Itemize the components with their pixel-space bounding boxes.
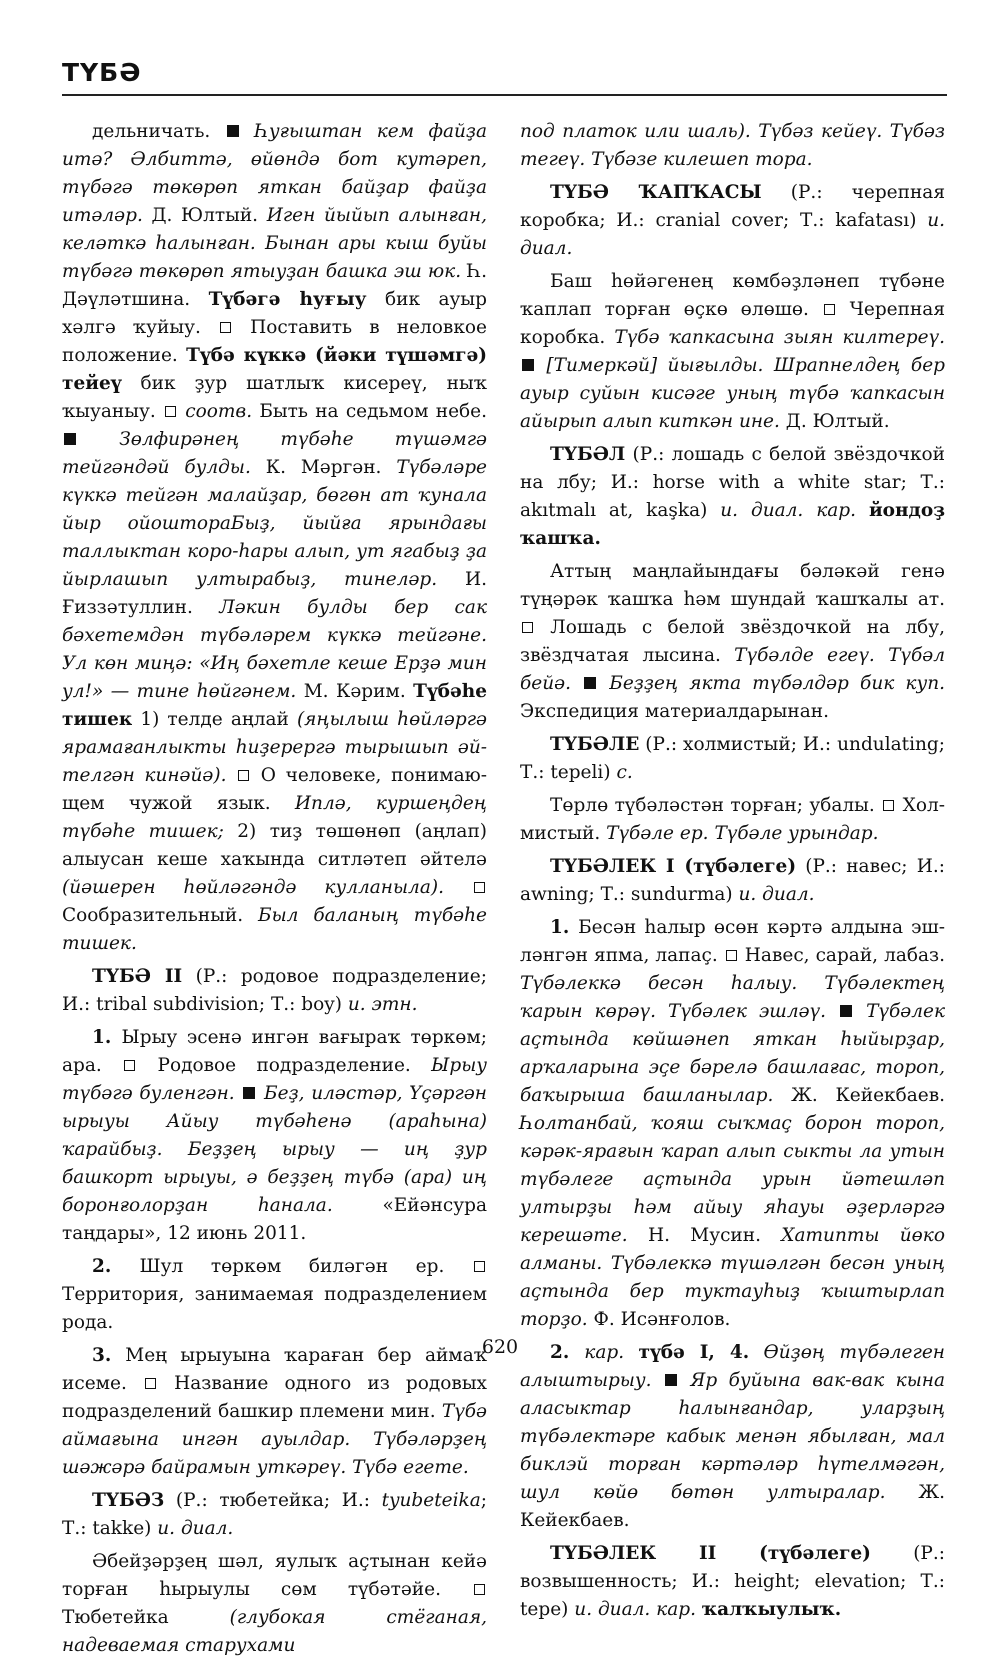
- text-run: Иген йыйып алынған, келәткә һалынған. Бынан ары кыш буйы түбәгә төкөрөп ятыуҙан башка эш юк.: [62, 205, 487, 282]
- text-run: (Р.: черепная коробка; И.: cranial cover; Т.: kafatası): [520, 182, 945, 231]
- text-run: Черепная коробка.: [520, 299, 945, 348]
- entry-paragraph: [520, 792, 945, 848]
- text-run: дельничать.: [92, 121, 225, 142]
- text-run: ТҮБӘЛЕ: [550, 734, 640, 755]
- entry-paragraph: [520, 558, 945, 726]
- text-run: под платок или шаль). Түбәз кейеү. Түбәз тегеү. Түбәзе килешеп тора.: [520, 121, 945, 170]
- text-run: соотв.: [185, 401, 253, 422]
- text-run: Навес, сарай, лабаз.: [738, 945, 945, 966]
- example-marker-icon: [227, 125, 239, 137]
- text-run: (Р.: возвышенность; И.: height; elevation; Т.: tepe): [520, 1543, 945, 1620]
- entry-paragraph: [520, 731, 945, 787]
- text-run: Түбә күккә (йәки түшәмгә) тейеү: [62, 345, 487, 394]
- translation-marker-icon: [474, 882, 485, 893]
- text-run: Тюбетейка: [62, 1607, 230, 1628]
- entry-paragraph: [520, 1339, 945, 1535]
- text-run: Зөлфирәнең түбәһе түшәмгә тейгәндәй булды.: [62, 429, 487, 478]
- entry-paragraph: [62, 963, 487, 1019]
- text-run: и. этн.: [347, 994, 418, 1015]
- text-run: 2) тиҙ төшөнөп (аңлап) алыусан кеше хаҡында ситләтеп әйтелә: [62, 821, 488, 870]
- text-run: Д. Юлтый.: [151, 205, 267, 226]
- entry-paragraph: [520, 118, 945, 174]
- text-run: Ырыу эсенә ингән вағыраҡ төркөм; ара.: [62, 1027, 487, 1076]
- entry-paragraph: [62, 1342, 487, 1482]
- text-run: Ф. Исәнғолов.: [593, 1309, 731, 1330]
- text-run: Бесән һалыр өсөн кәртә алдына эшләнгән япма, лапаҫ.: [520, 917, 945, 966]
- example-marker-icon: [64, 433, 76, 445]
- text-run: Мең ырыуына ҡараған бер аймаҡ исеме.: [62, 1345, 487, 1394]
- entry-paragraph: [520, 853, 945, 909]
- text-run: Өйҙөң түбәлеген алыштырыу.: [520, 1342, 945, 1391]
- text-run: Поставить в неловкое положение.: [62, 317, 487, 366]
- text-run: ТҮБӘЛ: [550, 444, 626, 465]
- right-column: [520, 118, 945, 1629]
- text-run: 2.: [92, 1256, 140, 1277]
- text-run: и. диал. кар.: [574, 1599, 696, 1620]
- text-run: М. Кәрим.: [303, 681, 414, 702]
- text-run: 1) телде аңлай: [132, 709, 297, 730]
- page-header: [62, 58, 947, 87]
- text-run: Ырыу түбәгә буленгән.: [62, 1055, 487, 1104]
- text-run: Территория, занимаемая подразделением рода.: [62, 1284, 487, 1333]
- text-run: [856, 500, 869, 521]
- text-run: tyubeteika: [381, 1490, 481, 1511]
- text-run: К. Мәргән.: [265, 457, 397, 478]
- text-run: Холмистый.: [520, 795, 945, 844]
- translation-marker-icon: [145, 1378, 156, 1389]
- running-head: ТҮБƏ: [62, 58, 142, 87]
- header-rule: [62, 94, 947, 96]
- translation-marker-icon: [474, 1584, 485, 1595]
- text-run: бик ауыр хәлгә ҡуйыу.: [62, 289, 487, 338]
- translation-marker-icon: [124, 1060, 135, 1071]
- text-run: (Р.: родовое подразделение; И.: tribal subdivision; Т.: boy): [62, 966, 487, 1015]
- text-run: 2.: [550, 1342, 585, 1363]
- translation-marker-icon: [165, 406, 176, 417]
- text-run: [226, 765, 236, 786]
- entry-paragraph: [520, 268, 945, 436]
- example-marker-icon: [840, 1005, 852, 1017]
- text-run: Ләкин булды бер сак бәхетемдән түбәләрем күккә тейгәне. Ул көн миңә: «Иң бәхетле кеше Ерҙә мин ул!» — тине һөйгәнем.: [62, 597, 487, 702]
- text-run: Ж. Кейекбаев.: [791, 1085, 945, 1106]
- entry-paragraph: [62, 1548, 487, 1660]
- text-run: И. Ғиззәтуллин.: [62, 569, 487, 618]
- text-run: (яңылыш һөйләргә ярамағанлыкты һиҙерергә тырышып әйтелгән кинәйә).: [62, 709, 487, 786]
- text-run: (Р.: холмистый; И.: undulating; Т.: tepeli): [520, 734, 945, 783]
- text-run: кар.: [584, 1342, 625, 1363]
- text-run: Түбәләре күккә тейгән малайҙар, бөгөн ат ҡунала йыр ойоштораБыҙ, йыйға ярындағы таллыктан коро-һары алып, ут ягабыҙ ҙа йырлашып ултырабыҙ, тинеләр.: [62, 457, 487, 590]
- text-run: Аттың маңлайындағы бәләкәй генә түңәрәк ҡашҡа һәм шундай ҡашҡалы ат.: [520, 561, 945, 610]
- translation-marker-icon: [474, 1261, 485, 1272]
- text-run: и. диал.: [157, 1518, 234, 1539]
- text-run: ; Т.: takke): [62, 1490, 487, 1539]
- translation-marker-icon: [238, 770, 249, 781]
- entry-paragraph: [62, 1024, 487, 1248]
- left-column: [62, 118, 487, 1665]
- text-run: Быть на седьмом небе.: [252, 401, 488, 422]
- text-run: Н. Мусин.: [647, 1225, 782, 1246]
- text-run: Түбәгә һуғыу: [208, 289, 367, 310]
- text-run: Түбәле ер. Түбәле урындар.: [606, 823, 879, 844]
- translation-marker-icon: [824, 304, 835, 315]
- entry-paragraph: [62, 1487, 487, 1543]
- text-run: Иплә, куршеңдең түбәһе тишек;: [62, 793, 487, 842]
- example-marker-icon: [665, 1374, 677, 1386]
- text-run: (глубокая стёганая, надеваемая старухами: [62, 1607, 487, 1656]
- text-run: Түбәлеккә бесән һалыу. Түбәлектең ҡарын көрәү. Түбәлек эшләү.: [520, 973, 945, 1022]
- entry-paragraph: [520, 179, 945, 263]
- entry-paragraph: [62, 118, 487, 958]
- entry-paragraph: [520, 1540, 945, 1624]
- text-run: Һ. Дәүләтшина.: [62, 261, 487, 310]
- text-run: ТҮБӘ II: [92, 966, 183, 987]
- text-run: Һуғыштан кем файҙа итә? Әлбиттә, өйөндә бот кутәреп, түбәгә төкөрөп яткан байҙар файҙа итәләр.: [62, 121, 488, 226]
- text-run: Д. Юлтый.: [785, 411, 890, 432]
- example-marker-icon: [522, 359, 534, 371]
- page-number: 620: [481, 1336, 519, 1358]
- text-run: 1.: [92, 1027, 122, 1048]
- text-run: (йәшерен һөйләгәндә кулланыла).: [62, 877, 444, 898]
- text-run: Шул төркөм биләгән ер.: [139, 1256, 472, 1277]
- example-marker-icon: [584, 677, 596, 689]
- text-run: Экспедиция материалдарынан.: [520, 701, 829, 722]
- text-run: Түбәлек аҫтында көйшәнеп яткан һыйырҙар, арҡаларына эҫе бәрелә башлағас, тороп, баҡырыша башланылар.: [520, 1001, 945, 1106]
- text-run: с.: [616, 762, 633, 783]
- text-run: Хатипты йөко алманы. Түбәлеккә түшәлгән бесән уның аҫтында бер туктауһыҙ ҡыштырлап торҙо.: [520, 1225, 945, 1330]
- text-run: «Ейәнсура таңдары», 12 июнь 2011.: [62, 1195, 487, 1244]
- text-run: Сообразительный.: [62, 905, 259, 926]
- text-run: Беҙҙең якта түбәлдәр бик куп.: [598, 673, 945, 694]
- text-run: (Р.: навес; И.: awning; Т.: sundurma): [520, 856, 945, 905]
- text-run: Әбейҙәрҙең шәл, яулыҡ аҫтынан кейә торған һырыулы сөм түбәтәйе.: [62, 1551, 487, 1600]
- text-run: и. диал.: [738, 884, 815, 905]
- text-run: Түбәһе тишек: [62, 681, 488, 730]
- text-run: 3.: [92, 1345, 126, 1366]
- text-run: Һолтанбай, ҡояш сыҡмаҫ борон тороп, кәрәк-ярағын ҡарап алып сыкты ла утын түбәлеге аҫтында урын йәтешләп ултырҙы һәм айыу яһауы әҙерләргә керешәте.: [520, 1113, 945, 1246]
- text-run: Баш һөйәгенең көмбәҙләнеп түбәне ҡаплап торған өҫкө өлөшө.: [520, 271, 945, 320]
- text-run: и. диал.: [520, 210, 945, 259]
- text-run: Түбә аймағына ингән ауылдар. Түбәләрҙең шәжәрә байрамын уткәреү. Түбә егете.: [62, 1401, 487, 1478]
- text-run: [Тимеркәй] йығылды. Шрапнелдең бер ауыр суйын кисәге уның түбә ҡапкасын айырып алып киткән ине.: [520, 355, 945, 432]
- text-run: Ж. Кейекбаев.: [520, 1482, 945, 1531]
- text-run: ҡалҡыулыҡ.: [701, 1599, 842, 1620]
- text-run: Название одного из родовых подразделений башкир племени мин.: [62, 1373, 487, 1422]
- text-run: Лошадь с белой звёздочкой на лбу, звёздчатая лысина.: [520, 617, 945, 666]
- text-run: Был баланың түбәһе тишек.: [62, 905, 487, 954]
- text-run: Родовое подразделение.: [137, 1055, 432, 1076]
- text-run: Яр буйына вак-вак кына аласыктар һалынғандар, уларҙың түбәлектәре кабык менән ябылған, мал биклэй торған кәртәләр һүтелмәгән, шул көйө бөтөн ултыралар.: [520, 1370, 945, 1503]
- translation-marker-icon: [220, 322, 231, 333]
- entry-paragraph: [62, 1253, 487, 1337]
- text-run: ТҮБӘЛЕК II (түбәлеге): [550, 1543, 871, 1564]
- entry-paragraph: [520, 914, 945, 1334]
- text-run: 1.: [550, 917, 579, 938]
- entry-paragraph: [520, 441, 945, 553]
- text-run: бик ҙур шатлыҡ кисереү, ныҡ ҡыуаныу.: [62, 373, 487, 422]
- text-run: (Р.: тюбетейка; И.:: [164, 1490, 382, 1511]
- text-run: Түбәлде егеү. Түбәл бейә.: [520, 645, 945, 694]
- text-run: [444, 877, 472, 898]
- translation-marker-icon: [726, 950, 737, 961]
- text-run: ТҮБӘ ҠАПҠАСЫ: [550, 182, 762, 203]
- translation-marker-icon: [522, 622, 533, 633]
- text-run: Түбә ҡапкасына зыян килтереү.: [614, 327, 945, 348]
- text-run: ТҮБӘЛЕК I (түбәлеге): [550, 856, 797, 877]
- text-run: Беҙ, иләстәр, Үҫәргән ырыуы Айыу түбәһенә (араһына) ҡарайбыҙ. Беҙҙең ырыу — иң ҙур башкорт ырыуы, ә беҙҙең түбә (ара) иң боронғолорҙан һанала.: [62, 1083, 487, 1216]
- text-run: (Р.: лошадь с белой звёздочкой на лбу; И.: horse with a white star; Т.: akıtmalı at, kaşka): [520, 444, 945, 521]
- text-run: О человеке, понимающем чужой язык.: [62, 765, 487, 814]
- text-run: түбә I, 4.: [638, 1342, 750, 1363]
- text-run: Төрлө түбәләстән торған; убалы.: [550, 795, 882, 816]
- translation-marker-icon: [883, 800, 894, 811]
- text-run: ТҮБӘЗ: [92, 1490, 165, 1511]
- text-run: йондоҙ ҡашҡа.: [520, 500, 946, 549]
- text-run: и. диал. кар.: [720, 500, 857, 521]
- example-marker-icon: [243, 1087, 255, 1099]
